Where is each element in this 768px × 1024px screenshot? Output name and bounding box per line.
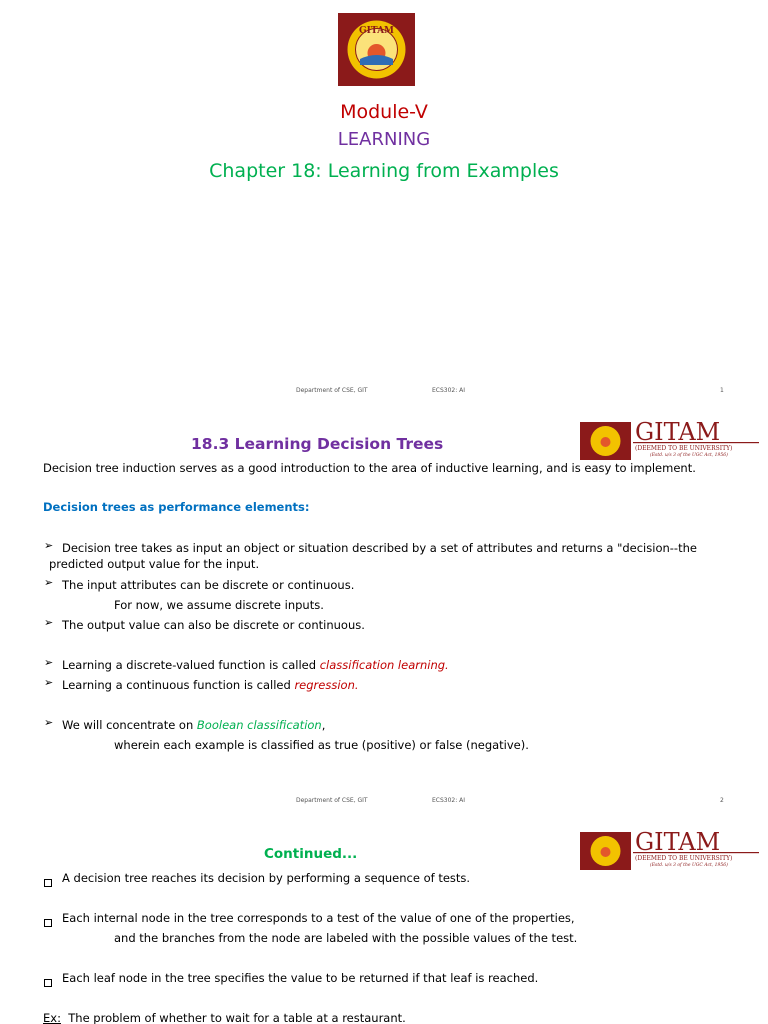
term-classification-learning: classification learning. xyxy=(319,658,449,672)
unit-title: LEARNING xyxy=(337,129,431,150)
arrow-bullet-icon: ➢ xyxy=(44,676,54,689)
gitam-seal-logo xyxy=(338,13,415,86)
banner-logo-subtitle: (DEEMED TO BE UNIVERSITY) xyxy=(635,855,733,862)
section-subheading: Decision trees as performance elements: xyxy=(43,500,310,514)
banner-logo-estd: (Estd. u/s 3 of the UGC Act, 1956) xyxy=(650,453,728,458)
footer-dept: Department of CSE, GIT xyxy=(296,797,368,804)
arrow-bullet-icon: ➢ xyxy=(44,539,54,552)
footer-course: ECS302: AI xyxy=(432,387,466,394)
footer-course: ECS302: AI xyxy=(432,797,466,804)
banner-logo-text: GITAM xyxy=(635,418,721,446)
footer-page-number: 2 xyxy=(720,797,724,804)
module-title: Module-V xyxy=(340,101,428,123)
svg-text:GITAM: GITAM xyxy=(358,26,395,36)
square-bullet-icon xyxy=(44,872,52,891)
bullet-subtext: wherein each example is classified as true (positive) or false (negative). xyxy=(114,738,529,752)
bullet-text-continued: predicted output value for the input. xyxy=(49,557,260,571)
example-text: The problem of whether to wait for a table at a restaurant. xyxy=(68,1011,406,1024)
slide-title: Continued... xyxy=(264,846,358,862)
example-line xyxy=(43,1010,406,1024)
term-regression: regression. xyxy=(294,678,359,692)
bullet-text: Decision tree takes as input an object or situation described by a set of attributes and returns a "decision--the xyxy=(62,541,697,555)
bullet-text xyxy=(62,677,359,693)
gitam-banner-logo xyxy=(580,828,760,871)
slide-title: 18.3 Learning Decision Trees xyxy=(191,435,444,453)
intro-text: Decision tree induction serves as a good introduction to the area of inductive learning, and is easy to implement. xyxy=(43,461,696,475)
term-boolean-classification: Boolean classification xyxy=(196,718,322,732)
footer-page-number: 1 xyxy=(720,387,724,394)
banner-logo-text: GITAM xyxy=(635,828,721,856)
bullet-text-plain: Learning a continuous function is called xyxy=(62,678,295,692)
bullet-text: Each leaf node in the tree specifies the value to be returned if that leaf is reached. xyxy=(62,971,539,985)
bullet-text-plain: , xyxy=(321,718,326,732)
arrow-bullet-icon: ➢ xyxy=(44,576,54,589)
arrow-bullet-icon: ➢ xyxy=(44,656,54,669)
bullet-text: A decision tree reaches its decision by performing a sequence of tests. xyxy=(62,871,471,885)
gitam-banner-logo xyxy=(580,418,760,461)
square-bullet-icon xyxy=(44,912,52,931)
bullet-text-plain: We will concentrate on xyxy=(62,718,197,732)
arrow-bullet-icon: ➢ xyxy=(44,616,54,629)
bullet-text xyxy=(62,657,449,673)
banner-logo-subtitle: (DEEMED TO BE UNIVERSITY) xyxy=(635,445,733,452)
bullet-text: The input attributes can be discrete or continuous. xyxy=(62,578,355,592)
bullet-text xyxy=(62,717,325,733)
footer-dept: Department of CSE, GIT xyxy=(296,387,368,394)
square-bullet-icon xyxy=(44,972,52,991)
bullet-text: The output value can also be discrete or continuous. xyxy=(62,618,365,632)
bullet-text: Each internal node in the tree corresponds to a test of the value of one of the properties, xyxy=(62,911,575,925)
chapter-title: Chapter 18: Learning from Examples xyxy=(209,160,559,182)
arrow-bullet-icon: ➢ xyxy=(44,716,54,729)
bullet-text-plain: Learning a discrete-valued function is called xyxy=(62,658,320,672)
example-label: Ex: xyxy=(43,1011,61,1024)
bullet-subtext: For now, we assume discrete inputs. xyxy=(114,598,324,612)
bullet-subtext: and the branches from the node are labeled with the possible values of the test. xyxy=(114,931,578,945)
banner-logo-estd: (Estd. u/s 3 of the UGC Act, 1956) xyxy=(650,863,728,868)
